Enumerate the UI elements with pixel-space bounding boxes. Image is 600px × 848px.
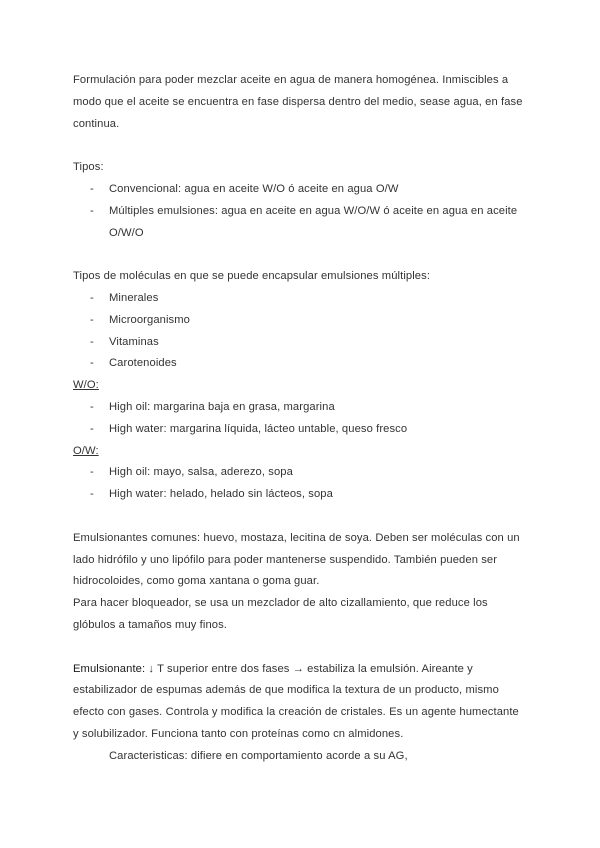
wo-section [73,375,533,440]
list-item [73,419,533,441]
list-item-text: Microorganismo [109,313,190,326]
dash-bullet: - [90,313,94,326]
list-item [73,484,533,506]
list-item [73,462,533,484]
list-item-text: High water: margarina líquida, lácteo untable, queso fresco [109,422,408,435]
list-item-text: Carotenoides [109,357,177,370]
paragraph-line: Emulsionantes comunes: huevo, mostaza, lecitina de soya. Deben ser moléculas con un [73,531,520,544]
paragraph-line: estabilizador de espumas además de que modifica la textura de un producto, mismo [73,684,499,697]
paragraph-line: y solubilizador. Funciona tanto con proteínas como cn almidones. [73,727,404,740]
list-item-text: Múltiples emulsiones: agua en aceite en agua W/O/W ó aceite en agua en aceite [109,204,518,217]
list-item [73,397,533,419]
list-item-text: O/W/O [109,226,144,239]
emulsionantes-paragraph [73,528,533,637]
tipos-section [73,157,533,244]
moleculas-heading: Tipos de moléculas en que se puede encapsular emulsiones múltiples: [73,270,431,283]
list-item [73,353,533,375]
ow-heading: O/W: [73,444,99,457]
emulsionante-paragraph [73,659,533,768]
paragraph-line [73,659,533,681]
emulsionante-label: Emulsionante: [73,662,146,675]
intro-line: Formulación para poder mezclar aceite en agua de manera homogénea. Inmiscibles a [73,74,509,86]
tipos-heading: Tipos: [73,161,104,174]
emulsionante-text: ↓ T superior entre dos fases → estabiliza la emulsión. Aireante y [145,662,473,675]
intro-line: continua. [73,117,120,130]
list-item-text: High oil: margarina baja en grasa, margarina [109,400,335,413]
paragraph-line: efecto con gases. Controla y modifica la creación de cristales. Es un agente humectante [73,706,519,719]
list-item-text: Vitaminas [109,335,159,348]
dash-bullet: - [90,466,94,479]
paragraph-line: glóbulos a tamaños muy finos. [73,618,228,631]
list-item [73,179,533,201]
ow-section [73,441,533,506]
intro-paragraph [73,70,533,135]
dash-bullet: - [90,291,94,304]
paragraph-line: Para hacer bloqueador, se usa un mezclador de alto cizallamiento, que reduce los [73,597,488,610]
document-page [73,70,533,768]
list-item [73,288,533,310]
intro-line: modo que el aceite se encuentra en fase dispersa dentro del medio, sease agua, en fase [73,95,523,108]
dash-bullet: - [90,204,94,217]
wo-heading: W/O: [73,379,99,392]
list-item [73,310,533,332]
dash-bullet: - [90,422,94,435]
dash-bullet: - [90,400,94,413]
list-item [73,332,533,354]
dash-bullet: - [90,357,94,370]
paragraph-line: lado hidrófilo y uno lipófilo para poder mantenerse suspendido. También pueden ser [73,553,498,566]
list-item-text: High oil: mayo, salsa, aderezo, sopa [109,466,293,479]
dash-bullet: - [90,488,94,501]
dash-bullet: - [90,182,94,195]
list-item [73,201,533,245]
list-item-text: Minerales [109,291,159,304]
dash-bullet: - [90,335,94,348]
caracteristicas-line: Caracteristicas: difiere en comportamiento acorde a su AG, [109,749,408,762]
paragraph-line: hidrocoloides, como goma xantana o goma guar. [73,575,320,588]
list-item-text: High water: helado, helado sin lácteos, sopa [109,488,333,501]
moleculas-section [73,266,533,375]
list-item-text: Convencional: agua en aceite W/O ó aceite en agua O/W [109,182,399,195]
